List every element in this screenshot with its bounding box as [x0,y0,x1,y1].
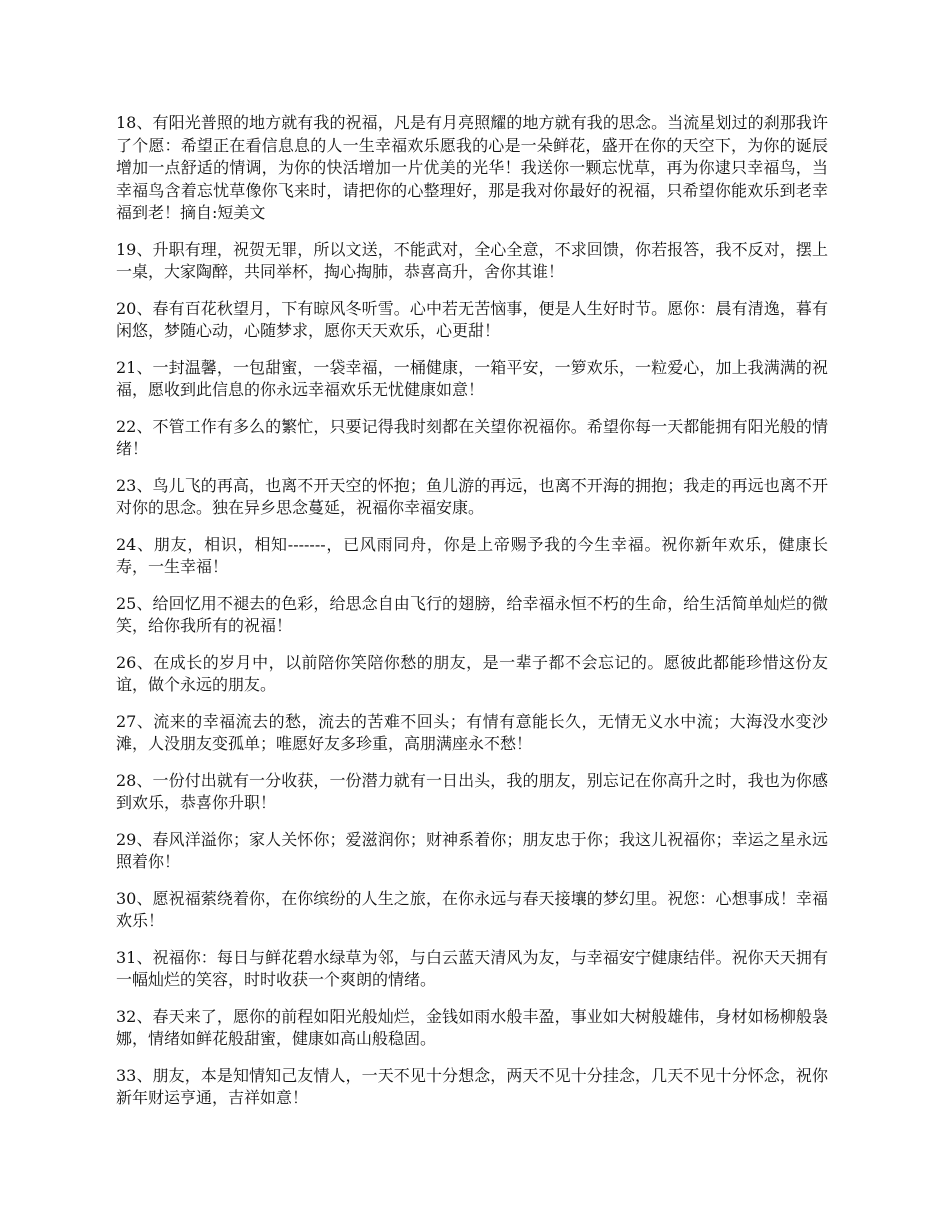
wish-entry-19: 19、升职有理，祝贺无罪，所以文送，不能武对，全心全意，不求回馈，你若报答，我不反对，摆上一桌，大家陶醉，共同举杯，掏心掏肺，恭喜高升，舍你其谁！ [116,239,828,281]
wish-entry-23: 23、鸟儿飞的再高，也离不开天空的怀抱；鱼儿游的再远，也离不开海的拥抱；我走的再远也离不开对你的思念。独在异乡思念蔓延，祝福你幸福安康。 [116,475,828,517]
wish-entry-20: 20、春有百花秋望月，下有晾风冬听雪。心中若无苦恼事，便是人生好时节。愿你：晨有清逸，暮有闲悠，梦随心动，心随梦求，愿你天天欢乐，心更甜！ [116,298,828,340]
wish-entry-32: 32、春天来了，愿你的前程如阳光般灿烂，金钱如雨水般丰盈，事业如大树般雄伟，身材如杨柳般袅娜，情绪如鲜花般甜蜜，健康如高山般稳固。 [116,1006,828,1048]
wish-entry-31: 31、祝福你：每日与鲜花碧水绿草为邻，与白云蓝天清风为友，与幸福安宁健康结伴。祝你天天拥有一幅灿烂的笑容，时时收获一个爽朗的情绪。 [116,947,828,989]
wish-entry-21: 21、一封温馨，一包甜蜜，一袋幸福，一桶健康，一箱平安，一箩欢乐，一粒爱心，加上我满满的祝福，愿收到此信息的你永远幸福欢乐无忧健康如意！ [116,357,828,399]
wish-entry-29: 29、春风洋溢你；家人关怀你；爱滋润你；财神系着你；朋友忠于你；我这儿祝福你；幸运之星永远照着你！ [116,829,828,871]
wish-entry-22: 22、不管工作有多么的繁忙，只要记得我时刻都在关望你祝福你。希望你每一天都能拥有阳光般的情绪！ [116,416,828,458]
wish-entry-33: 33、朋友，本是知情知己友情人，一天不见十分想念，两天不见十分挂念，几天不见十分怀念，祝你新年财运亨通，吉祥如意！ [116,1065,828,1107]
wish-entry-30: 30、愿祝福萦绕着你，在你缤纷的人生之旅，在你永远与春天接壤的梦幻里。祝您：心想事成！幸福欢乐！ [116,888,828,930]
wish-entry-25: 25、给回忆用不褪去的色彩，给思念自由飞行的翅膀，给幸福永恒不朽的生命，给生活简单灿烂的微笑，给你我所有的祝福！ [116,593,828,635]
document-body [116,112,828,1124]
wish-entry-26: 26、在成长的岁月中，以前陪你笑陪你愁的朋友，是一辈子都不会忘记的。愿彼此都能珍惜这份友谊，做个永远的朋友。 [116,652,828,694]
wish-entry-28: 28、一份付出就有一分收获，一份潜力就有一日出头，我的朋友，别忘记在你高升之时，我也为你感到欢乐，恭喜你升职！ [116,770,828,812]
wish-entry-24: 24、朋友，相识，相知-------，已风雨同舟，你是上帝赐予我的今生幸福。祝你新年欢乐，健康长寿，一生幸福！ [116,534,828,576]
wish-entry-18: 18、有阳光普照的地方就有我的祝福，凡是有月亮照耀的地方就有我的思念。当流星划过的刹那我许了个愿：希望正在看信息息的人一生幸福欢乐愿我的心是一朵鲜花，盛开在你的天空下，为你的诞辰增加一点舒适的情调，为你的快活增加一片优美的光华！我送你一颗忘忧草，再为你逮只幸福鸟，当幸福鸟含着忘忧草像你飞来时，请把你的心整理好，那是我对你最好的祝福，只希望你能欢乐到老幸福到老！摘自:短美文 [116,113,828,222]
wish-entry-27: 27、流来的幸福流去的愁，流去的苦难不回头；有情有意能长久，无情无义水中流；大海没水变沙滩，人没朋友变孤单；唯愿好友多珍重，高朋满座永不愁！ [116,711,828,753]
